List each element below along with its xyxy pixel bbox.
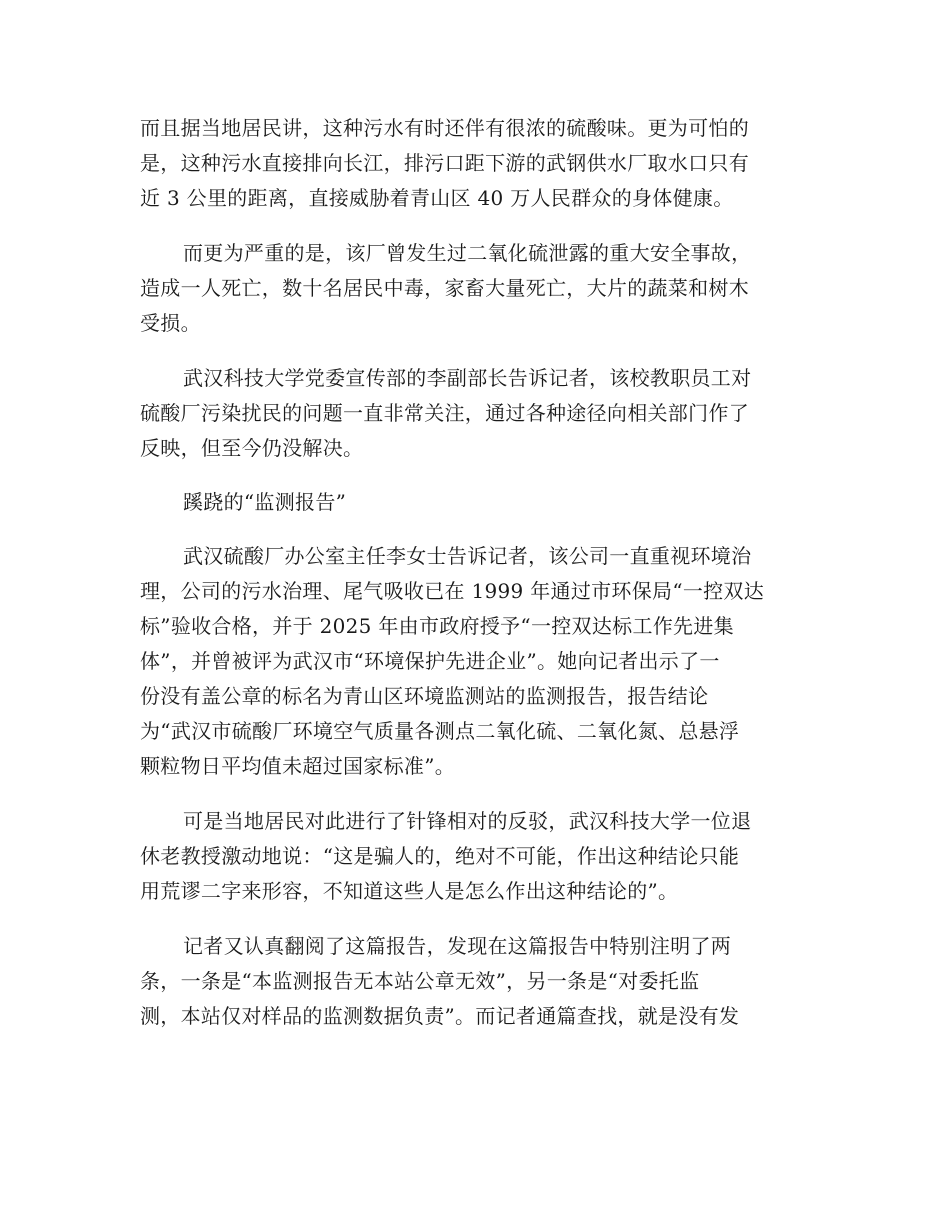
paragraph-4 bbox=[140, 539, 800, 784]
text-line: 是，这种污水直接排向长江，排污口距下游的武钢供水厂取水口只有 bbox=[140, 151, 749, 175]
document-body bbox=[140, 111, 800, 1034]
text-line: 颗粒物日平均值未超过国家标准”。 bbox=[140, 754, 456, 778]
heading-text: 蹊跷的“监测报告” bbox=[183, 490, 347, 514]
paragraph-2 bbox=[140, 236, 800, 341]
text-line: 受损。 bbox=[140, 311, 201, 335]
text-line: 休老教授激动地说：“这是骗人的，绝对不可能，作出这种结论只能 bbox=[140, 844, 740, 868]
text-line: 造成一人死亡，数十名居民中毒，家畜大量死亡，大片的蔬菜和树木 bbox=[140, 276, 749, 300]
text-line: 而更为严重的是，该厂曾发生过二氧化硫泄露的重大安全事故， bbox=[183, 241, 752, 265]
text-line: 理，公司的污水治理、尾气吸收已在 1999 年通过市环保局“一控双达 bbox=[140, 579, 765, 603]
text-line: 近 3 公里的距离，直接威胁着青山区 40 万人民群众的身体健康。 bbox=[140, 186, 734, 210]
paragraph-3 bbox=[140, 361, 800, 466]
text-line: 记者又认真翻阅了这篇报告，发现在这篇报告中特别注明了两 bbox=[183, 934, 732, 958]
section-heading bbox=[140, 485, 800, 520]
text-line: 条，一条是“本监测报告无本站公章无效”，另一条是“对委托监 bbox=[140, 969, 700, 993]
text-line: 标”验收合格，并于 2025 年由市政府授予“一控双达标工作先进集 bbox=[140, 614, 734, 638]
text-line: 测，本站仅对样品的监测数据负责”。而记者通篇查找，就是没有发 bbox=[140, 1004, 740, 1028]
text-line: 为“武汉市硫酸厂环境空气质量各测点二氧化硫、二氧化氮、总悬浮 bbox=[140, 719, 740, 743]
text-line: 体”，并曾被评为武汉市“环境保护先进企业”。她向记者出示了一 bbox=[140, 649, 720, 673]
text-line: 而且据当地居民讲，这种污水有时还伴有很浓的硫酸味。更为可怕的 bbox=[140, 116, 749, 140]
text-line: 武汉科技大学党委宣传部的李副部长告诉记者，该校教职员工对 bbox=[183, 366, 752, 390]
text-line: 可是当地居民对此进行了针锋相对的反驳，武汉科技大学一位退 bbox=[183, 809, 752, 833]
paragraph-5 bbox=[140, 804, 800, 909]
text-line: 反映，但至今仍没解决。 bbox=[140, 436, 364, 460]
paragraph-1 bbox=[140, 111, 800, 216]
text-line: 硫酸厂污染扰民的问题一直非常关注，通过各种途径向相关部门作了 bbox=[140, 401, 749, 425]
text-line: 用荒谬二字来形容，不知道这些人是怎么作出这种结论的”。 bbox=[140, 879, 679, 903]
paragraph-6 bbox=[140, 929, 800, 1034]
text-line: 武汉硫酸厂办公室主任李女士告诉记者，该公司一直重视环境治 bbox=[183, 544, 752, 568]
text-line: 份没有盖公章的标名为青山区环境监测站的监测报告，报告结论 bbox=[140, 684, 709, 708]
